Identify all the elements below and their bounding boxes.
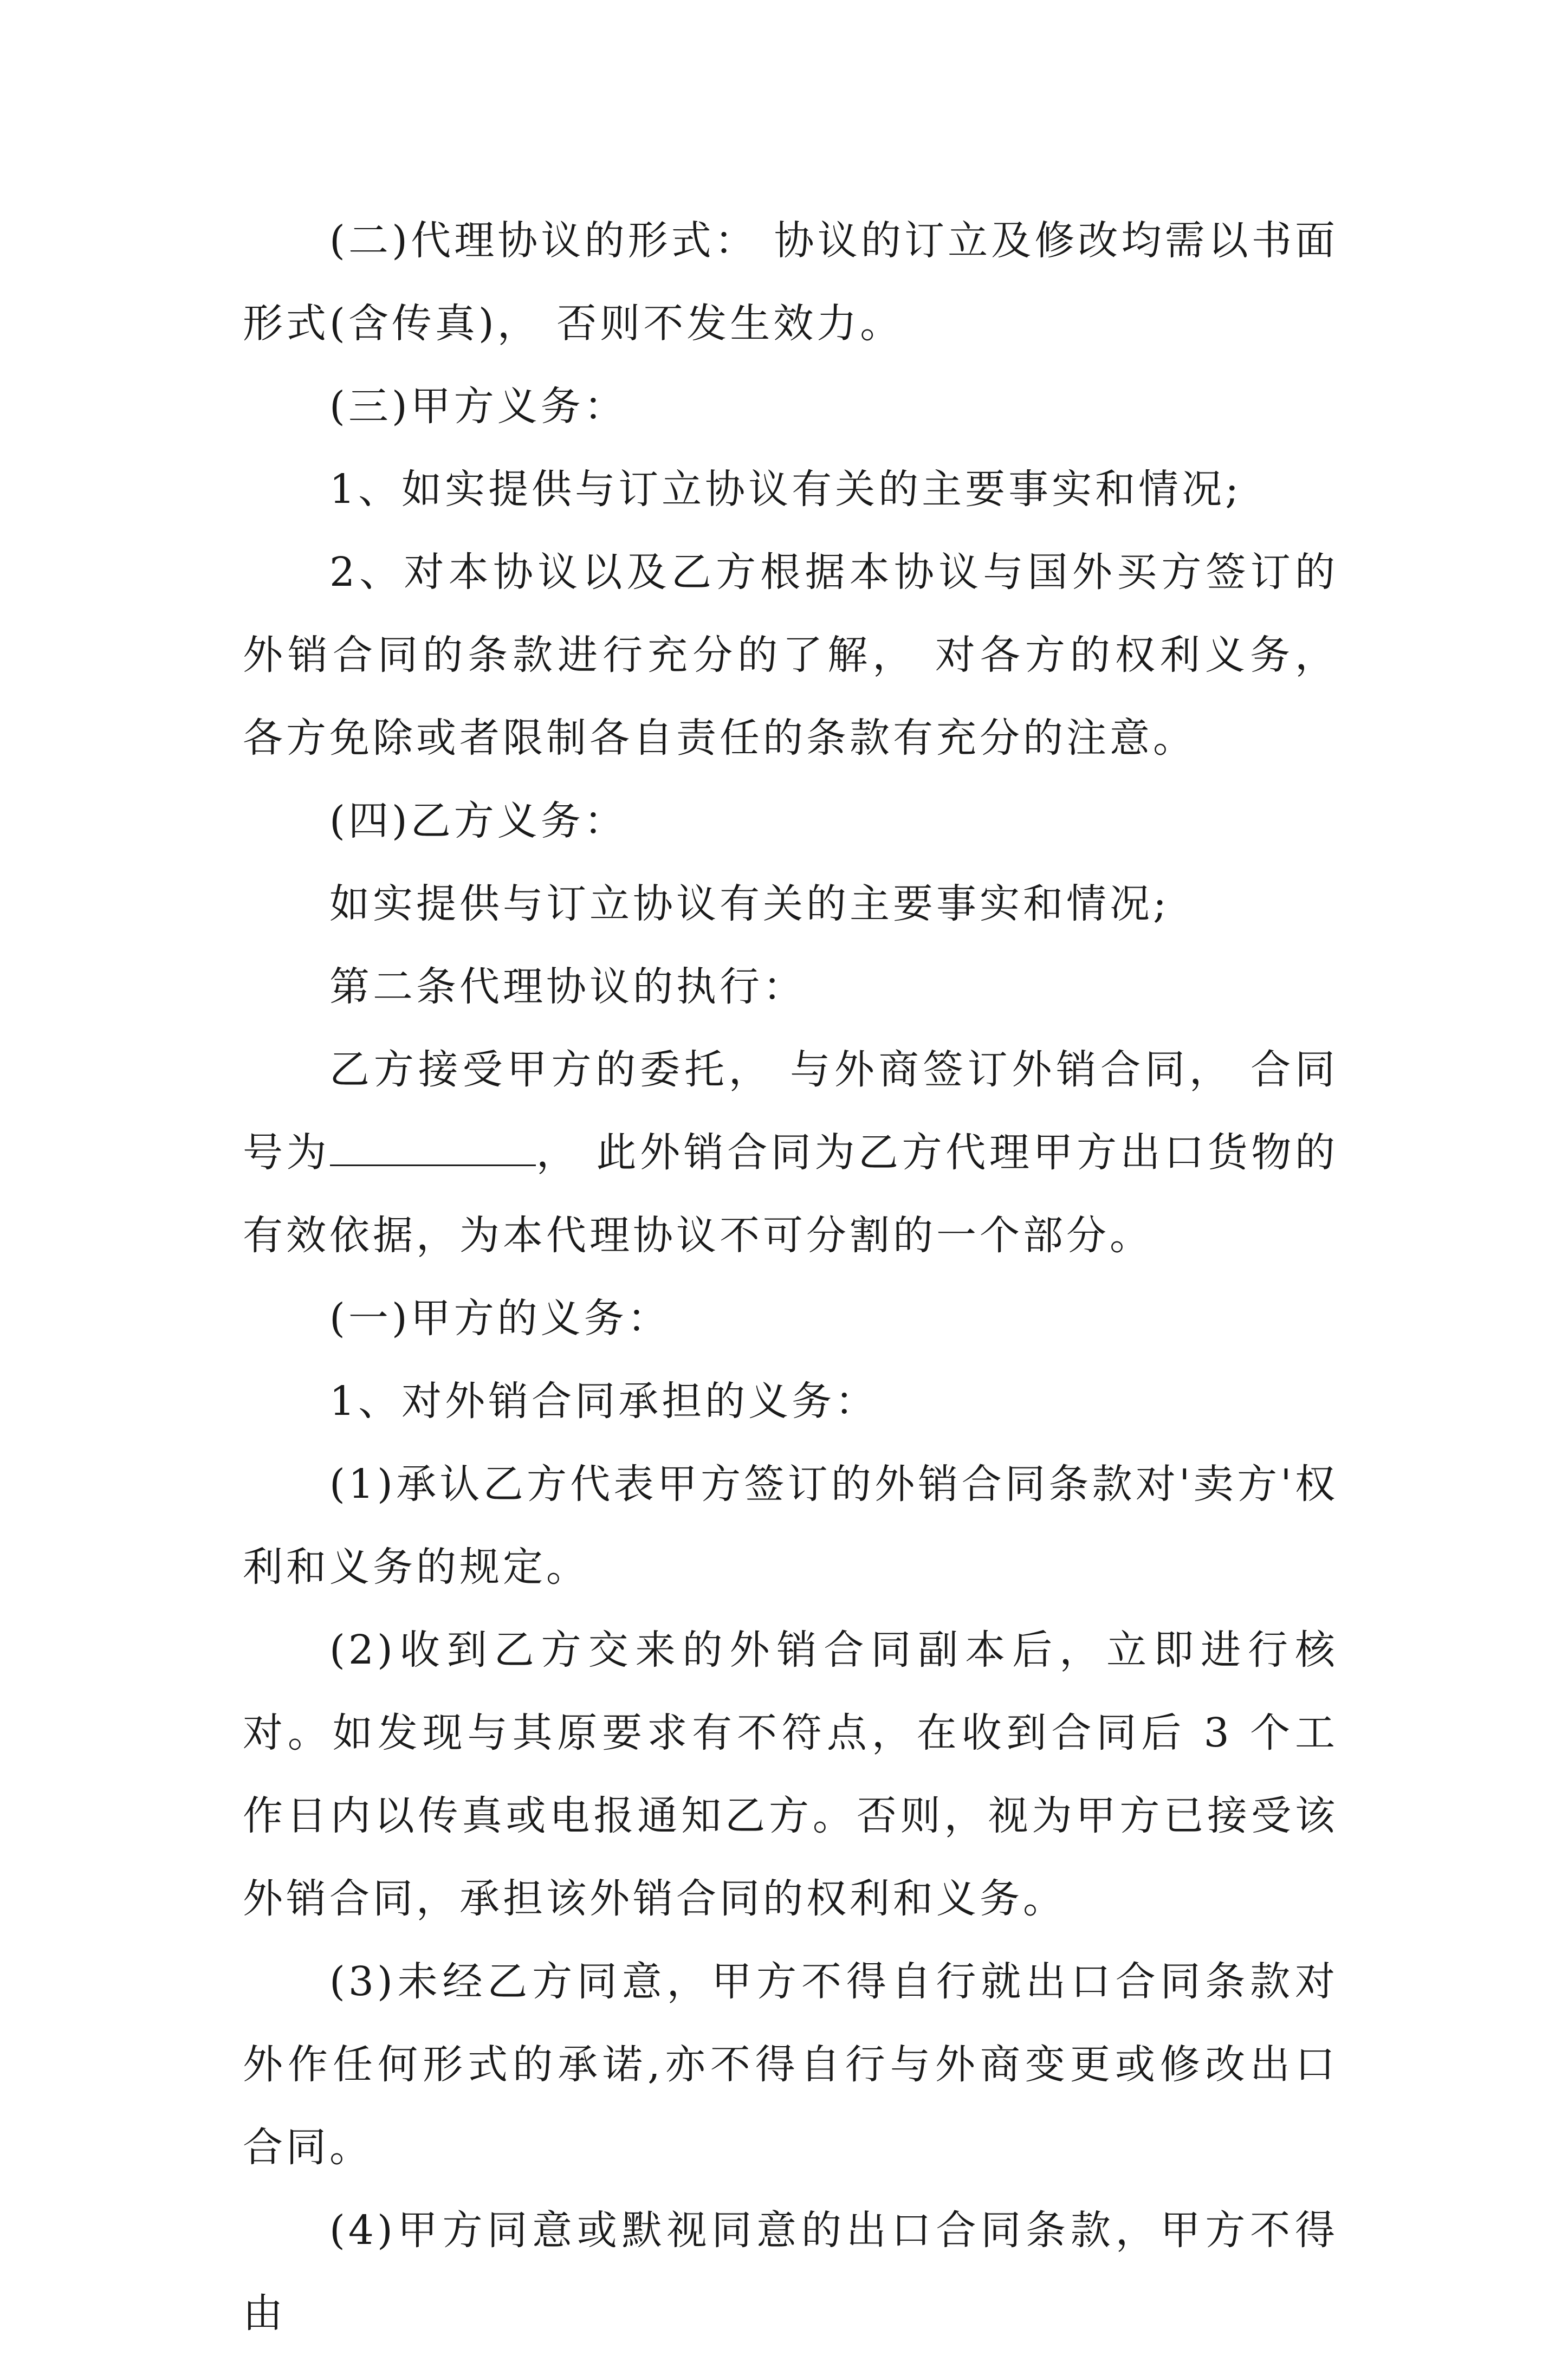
paragraph-duty-1: (1)承认乙方代表甲方签订的外销合同条款对'卖方'权利和义务的规定。 (243, 1461, 1338, 1590)
contract-number-text-before: 乙方接受甲方的委托， 与外商签订外销合同， 合同号为 (243, 1046, 1338, 1176)
paragraph-duty-3: (3)未经乙方同意，甲方不得自行就出口合同条款对外作任何形式的承诺,亦不得自行与外商变更或修改出口合同。 (243, 1958, 1338, 2171)
contract-number-text-after: ， 此外销合同为乙方代理甲方出口货物的有效依据，为本代理协议不可分割的一个部分。 (243, 1129, 1338, 1259)
contract-number-blank-line (330, 1131, 536, 1166)
paragraph-export-contract-duties: 1、对外销合同承担的义务： (329, 1378, 879, 1425)
paragraph-contract-number (243, 1028, 1338, 1277)
paragraph-party-b-obligations-heading: (四)乙方义务： (329, 798, 627, 844)
paragraph-party-b-obligation: 如实提供与订立协议有关的主要事实和情况; (329, 881, 1170, 927)
paragraph-party-a-obligations-heading: (三)甲方义务： (329, 383, 627, 430)
paragraph-duty-4: (4)甲方同意或默视同意的出口合同条款，甲方不得由 (243, 2207, 1338, 2337)
paragraph-duty-2: (2)收到乙方交来的外销合同副本后，立即进行核对。如发现与其原要求有不符点，在收到合同后 3 个工作日内以传真或电报通知乙方。否则，视为甲方已接受该外销合同，承担该外销合同的权利和义务。 (243, 1627, 1338, 1922)
paragraph-article-two-heading: 第二条代理协议的执行： (329, 963, 806, 1010)
paragraph-party-a-obligation-2: 2、对本协议以及乙方根据本协议与国外买方签订的外销合同的条款进行充分的了解， 对各方的权利义务， 各方免除或者限制各自责任的条款有充分的注意。 (243, 549, 1338, 761)
paragraph-party-a-obligation-1: 1、如实提供与订立协议有关的主要事实和情况; (329, 466, 1242, 513)
document-body (243, 199, 1338, 2355)
paragraph-agreement-form: (二)代理协议的形式： 协议的订立及修改均需以书面形式(含传真)， 否则不发生效力。 (243, 217, 1338, 347)
paragraph-party-a-duties-heading: (一)甲方的义务： (329, 1295, 671, 1342)
